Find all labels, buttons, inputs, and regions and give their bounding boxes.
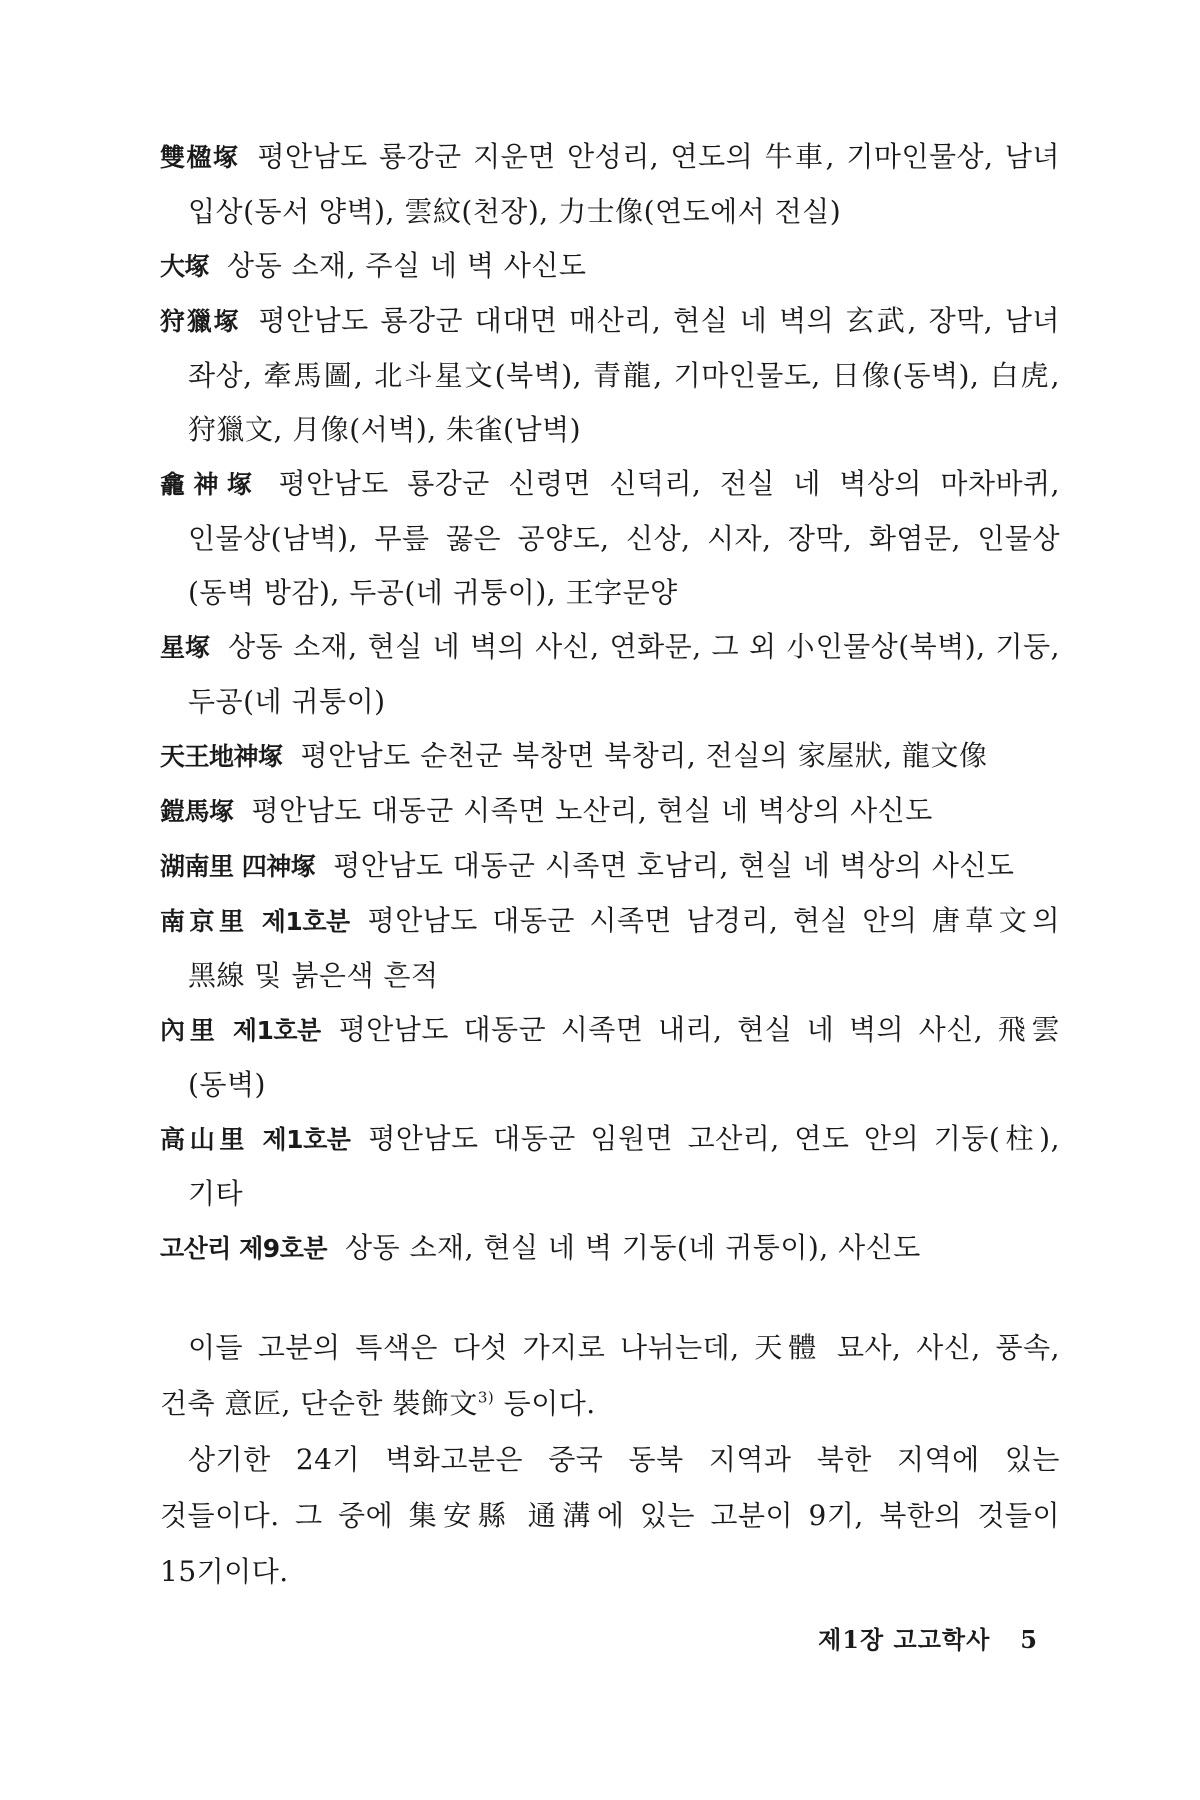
tomb-name: 鎧馬塚 — [160, 797, 234, 826]
tomb-name: 고산리 제9호분 — [160, 1234, 327, 1263]
tomb-name: 大塚 — [160, 252, 210, 281]
page-footer — [0, 1620, 1038, 1655]
tomb-description: 평안남도 대동군 시족면 남경리, 현실 안의 唐草文의 黑線 및 붉은색 흔적 — [188, 904, 1060, 992]
tomb-entry — [160, 239, 1060, 294]
tomb-entry — [160, 130, 1060, 239]
paragraph-features — [160, 1320, 1060, 1432]
tomb-name: 湖南里 四神塚 — [160, 852, 316, 881]
tomb-entry — [160, 1221, 1060, 1276]
tomb-name: 星塚 — [160, 633, 211, 662]
tomb-description: 상동 소재, 현실 네 벽의 사신, 연화문, 그 외 小인물상(북벽), 기둥, 두공(네 귀퉁이) — [188, 630, 1060, 718]
tomb-description: 평안남도 대동군 임원면 고산리, 연도 안의 기둥(柱), 기타 — [188, 1122, 1060, 1210]
paragraph-summary: 상기한 24기 벽화고분은 중국 동북 지역과 북한 지역에 있는 것들이다. 그 중에 集安縣 通溝에 있는 고분이 9기, 북한의 것들이 15기이다. — [160, 1443, 1060, 1588]
tomb-description: 평안남도 대동군 시족면 호남리, 현실 네 벽상의 사신도 — [333, 849, 1015, 882]
tomb-description: 평안남도 룡강군 지운면 안성리, 연도의 牛車, 기마인물상, 남녀 입상(동서 양벽), 雲紋(천장), 力士像(연도에서 전실) — [188, 140, 1060, 228]
tomb-name: 南京里 제1호분 — [160, 907, 350, 936]
tomb-description: 상동 소재, 주실 네 벽 사신도 — [227, 249, 587, 282]
tomb-description: 평안남도 룡강군 대대면 매산리, 현실 네 벽의 玄武, 장막, 남녀 좌상, 牽馬圖, 北斗星文(북벽), 青龍, 기마인물도, 日像(동벽), 白虎, 狩獵文, 月像(서벽), 朱雀(남벽) — [188, 304, 1060, 446]
tomb-description: 평안남도 대동군 시족면 노산리, 현실 네 벽상의 사신도 — [251, 794, 933, 827]
tomb-name: 雙楹塚 — [160, 143, 240, 172]
tomb-name: 高山里 제1호분 — [160, 1125, 351, 1154]
tomb-entry — [160, 839, 1060, 894]
chapter-title: 제1장 고고학사 — [818, 1625, 991, 1654]
tomb-entry — [160, 894, 1060, 1003]
tomb-entry — [160, 784, 1060, 839]
tomb-name: 龕神塚 — [160, 470, 261, 499]
tomb-description: 상동 소재, 현실 네 벽 기둥(네 귀퉁이), 사신도 — [345, 1231, 921, 1264]
tomb-name: 狩獵塚 — [160, 307, 241, 336]
body-text — [160, 1320, 1060, 1600]
tomb-description: 평안남도 대동군 시족면 내리, 현실 네 벽의 사신, 飛雲(동벽) — [188, 1013, 1060, 1101]
tomb-entry — [160, 1003, 1060, 1112]
tomb-entry — [160, 620, 1060, 729]
tomb-name: 內里 제1호분 — [160, 1016, 321, 1045]
tomb-entry — [160, 457, 1060, 620]
footnote-marker[interactable]: 3) — [477, 1388, 495, 1407]
tomb-description: 평안남도 순천군 북창면 북창리, 전실의 家屋狀, 龍文像 — [300, 739, 988, 772]
tomb-entry — [160, 1112, 1060, 1221]
tomb-description: 평안남도 룡강군 신령면 신덕리, 전실 네 벽상의 마차바퀴, 인물상(남벽), 무릎 꿇은 공양도, 신상, 시자, 장막, 화염문, 인물상(동벽 방감), 두공(네 귀퉁이), 王字문양 — [188, 467, 1060, 609]
tomb-entry — [160, 294, 1060, 457]
tomb-name: 天王地神塚 — [160, 742, 283, 771]
page-body — [160, 130, 1060, 1600]
tomb-entry — [160, 729, 1060, 784]
page-number: 5 — [1020, 1625, 1038, 1654]
paragraph-text: 이들 고분의 특색은 다섯 가지로 나뉘는데, 天體 묘사, 사신, 풍속, 건축 意匠, 단순한 裝飾文 — [160, 1331, 1060, 1420]
paragraph-text-end: 등이다. — [494, 1387, 596, 1420]
tomb-list — [160, 130, 1060, 1276]
